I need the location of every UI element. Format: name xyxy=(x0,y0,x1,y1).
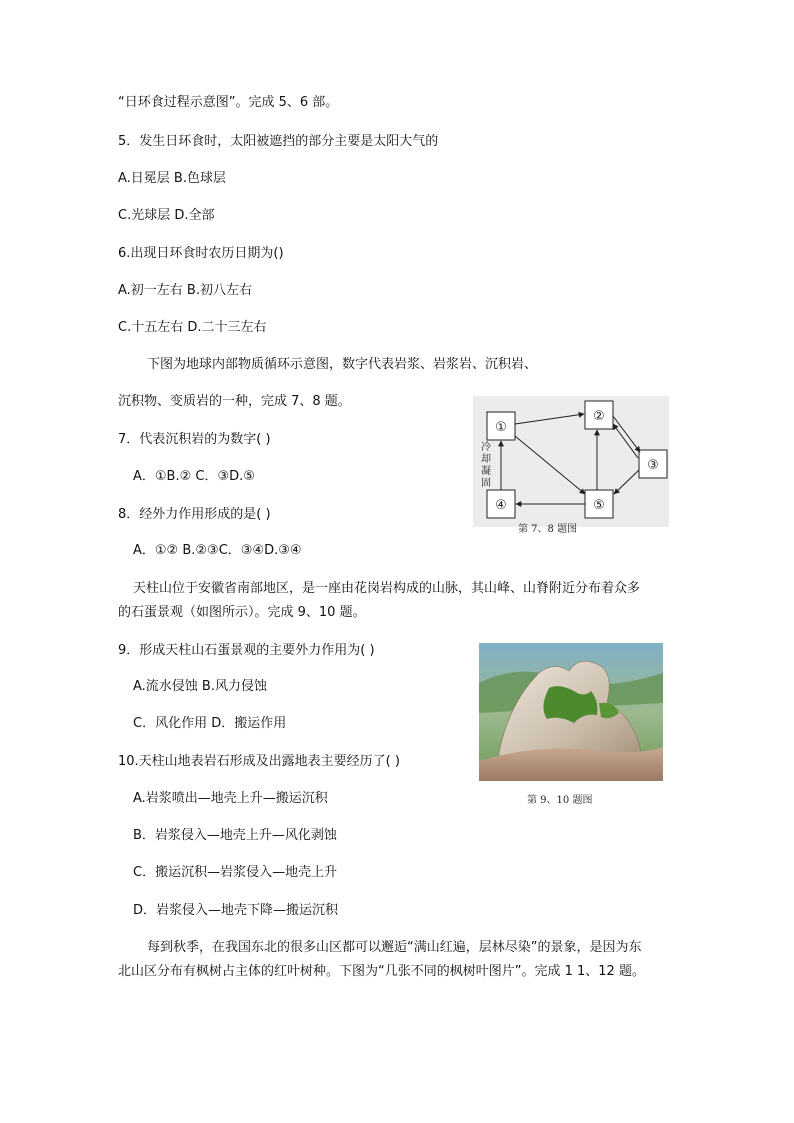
question-8-options: A．①② B.②③C．③④D.③④ xyxy=(133,543,302,558)
question-10-option-a: A.岩浆喷出—地壳上升—搬运沉积 xyxy=(133,791,328,806)
question-9: 9．形成天柱山石蛋景观的主要外力作用为( ) xyxy=(118,643,375,658)
box-2-label: ② xyxy=(593,409,605,424)
question-7: 7．代表沉积岩的为数字( ) xyxy=(118,432,271,447)
question-5: 5．发生日环食时，太阳被遮挡的部分主要是太阳大气的 xyxy=(118,134,439,149)
question-9-options-cd: C．风化作用 D．搬运作用 xyxy=(133,716,287,731)
side-label-char: 固 xyxy=(481,478,491,489)
question-6-options-ab: A.初一左右 B.初八左右 xyxy=(118,283,252,298)
question-10: 10.天柱山地表岩石形成及出露地表主要经历了( ) xyxy=(118,754,400,769)
box-1-label: ① xyxy=(495,420,507,435)
box-3-label: ③ xyxy=(647,458,659,473)
side-label-char: 凝 xyxy=(481,466,491,477)
stone-egg-landscape-photo xyxy=(479,643,663,781)
figure-caption-9-10: 第 9、10 题图 xyxy=(527,795,593,806)
question-10-option-b: B．岩浆侵入—地壳上升—风化剥蚀 xyxy=(133,828,337,843)
question-9-options-ab: A.流水侵蚀 B.风力侵蚀 xyxy=(133,679,267,694)
question-7-options: A．①B.② C．③D.⑤ xyxy=(133,469,255,484)
rock-cycle-svg xyxy=(473,396,669,536)
box-5-label: ⑤ xyxy=(593,498,605,513)
intro-11-12-line1: 每到秋季，在我国东北的很多山区都可以邂逅“满山红遍，层林尽染”的景象，是因为东 xyxy=(147,940,642,955)
side-label-char: 却 xyxy=(481,454,491,465)
text-line: “日环食过程示意图”。完成 5、6 部。 xyxy=(118,95,339,110)
box-4-label: ④ xyxy=(495,498,507,513)
intro-11-12-line2: 北山区分布有枫树占主体的红叶树种。下图为“几张不同的枫树叶图片”。完成 1 1、12 题。 xyxy=(118,964,645,979)
intro-7-8-line1: 下图为地球内部物质循环示意图，数字代表岩浆、岩浆岩、沉积岩、 xyxy=(147,357,538,372)
intro-7-8-line2: 沉积物、变质岩的一种，完成 7、8 题。 xyxy=(118,394,351,409)
side-label-char: 冷 xyxy=(481,442,491,453)
figure-caption-7-8: 第 7、8 题图 xyxy=(518,524,578,535)
photo-svg xyxy=(479,643,663,781)
question-10-option-d: D．岩浆侵入—地壳下降—搬运沉积 xyxy=(133,903,339,918)
intro-9-10-line2: 的石蛋景观（如图所示）。完成 9、10 题。 xyxy=(118,605,366,620)
question-10-option-c: C．搬运沉积—岩浆侵入—地壳上升 xyxy=(133,865,338,880)
question-8: 8．经外力作用形成的是( ) xyxy=(118,507,271,522)
intro-9-10-line1: 天柱山位于安徽省南部地区，是一座由花岗岩构成的山脉，其山峰、山脊附近分布着众多 xyxy=(133,581,641,596)
question-5-options-ab: A.日冕层 B.色球层 xyxy=(118,171,226,186)
question-6: 6.出现日环食时农历日期为() xyxy=(118,246,284,261)
question-6-options-cd: C.十五左右 D.二十三左右 xyxy=(118,320,267,335)
rock-cycle-diagram xyxy=(473,396,669,536)
question-5-options-cd: C.光球层 D.全部 xyxy=(118,208,215,223)
